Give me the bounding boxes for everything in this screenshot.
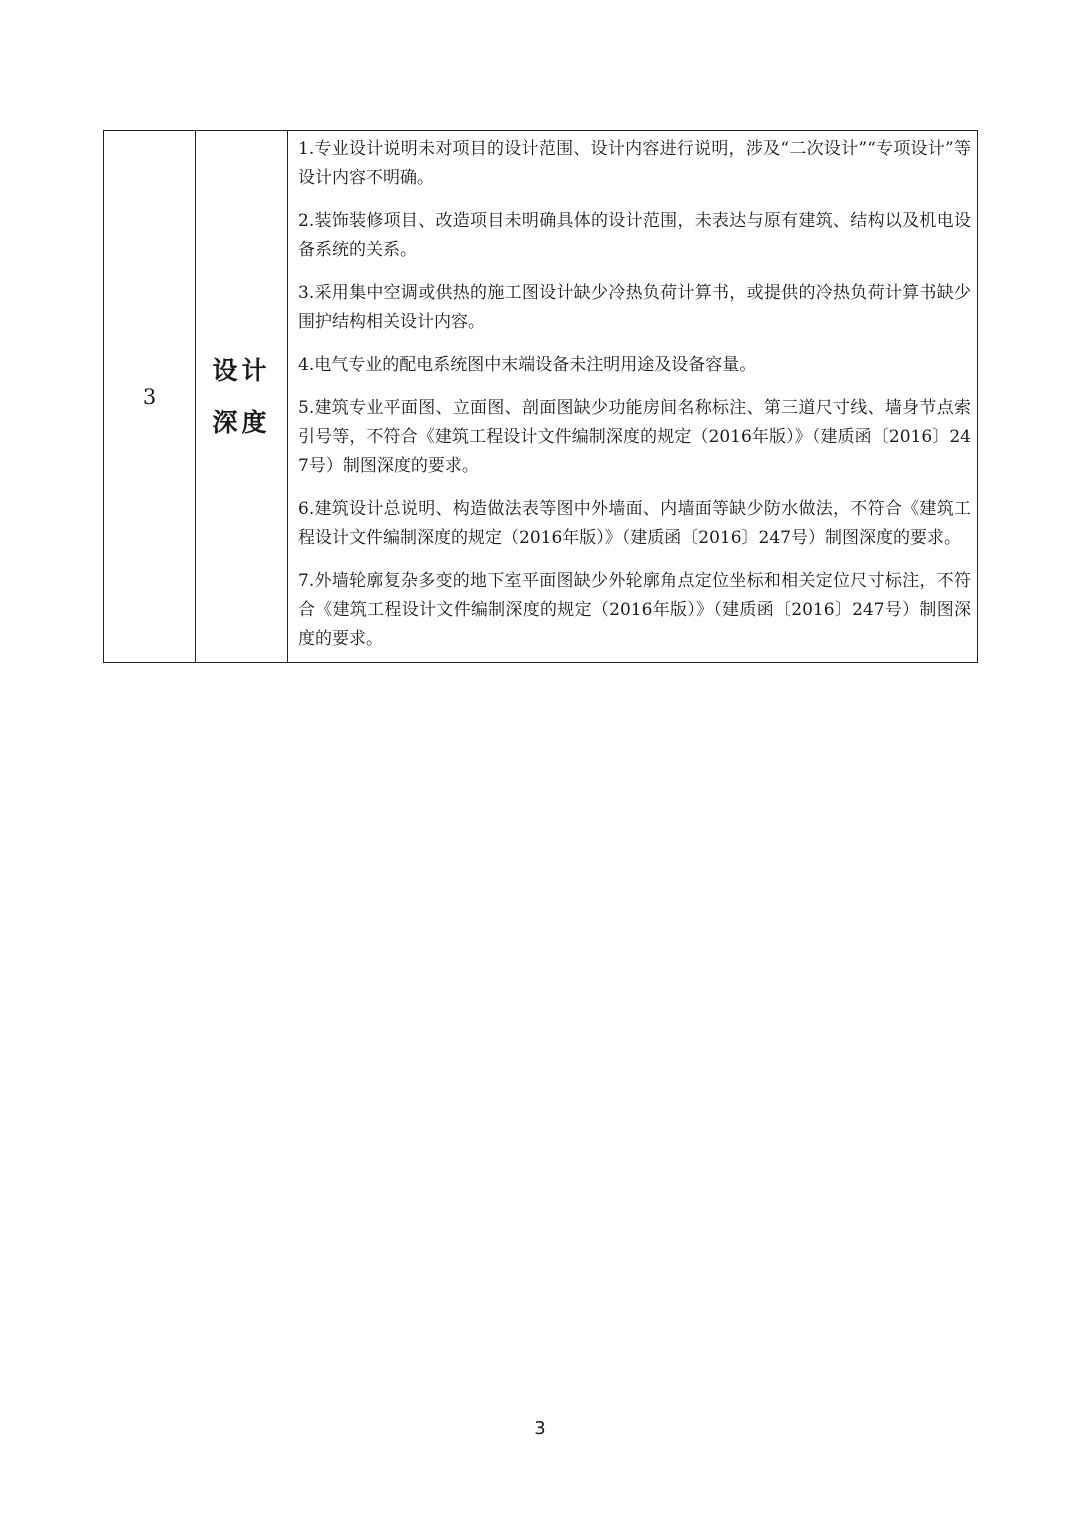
category-label-line2: 深度 — [212, 407, 271, 437]
issue-item-1: 1.专业设计说明未对项目的设计范围、设计内容进行说明，涉及“二次设计”“专项设计”等设计内容不明确。 — [298, 139, 971, 188]
issue-item-4: 4.电气专业的配电系统图中末端设备未注明用途及设备容量。 — [298, 355, 757, 375]
table-row — [104, 131, 978, 663]
row-number: 3 — [142, 384, 157, 409]
issue-item-2: 2.装饰装修项目、改造项目未明确具体的设计范围，未表达与原有建筑、结构以及机电设备系统的关系。 — [298, 211, 971, 260]
issue-item-5: 5.建筑专业平面图、立面图、剖面图缺少功能房间名称标注、第三道尺寸线、墙身节点索引号等，不符合《建筑工程设计文件编制深度的规定（2016年版）》（建质函〔2016〕247号）制图深度的要求。 — [298, 398, 971, 476]
issue-table — [103, 130, 978, 663]
category-label-line1: 设计 — [212, 355, 271, 385]
issue-item-3: 3.采用集中空调或供热的施工图设计缺少冷热负荷计算书，或提供的冷热负荷计算书缺少围护结构相关设计内容。 — [298, 283, 971, 332]
issue-item-6: 6.建筑设计总说明、构造做法表等图中外墙面、内墙面等缺少防水做法，不符合《建筑工程设计文件编制深度的规定（2016年版）》（建质函〔2016〕247号）制图深度的要求。 — [298, 499, 971, 548]
category-cell — [196, 131, 288, 663]
issue-item-7: 7.外墙轮廓复杂多变的地下室平面图缺少外轮廓角点定位坐标和相关定位尺寸标注，不符合《建筑工程设计文件编制深度的规定（2016年版）》（建质函〔2016〕247号）制图深度的要求。 — [298, 571, 971, 649]
row-number-cell — [104, 131, 196, 663]
page-number: 3 — [534, 1418, 546, 1439]
issues-cell — [288, 131, 978, 663]
